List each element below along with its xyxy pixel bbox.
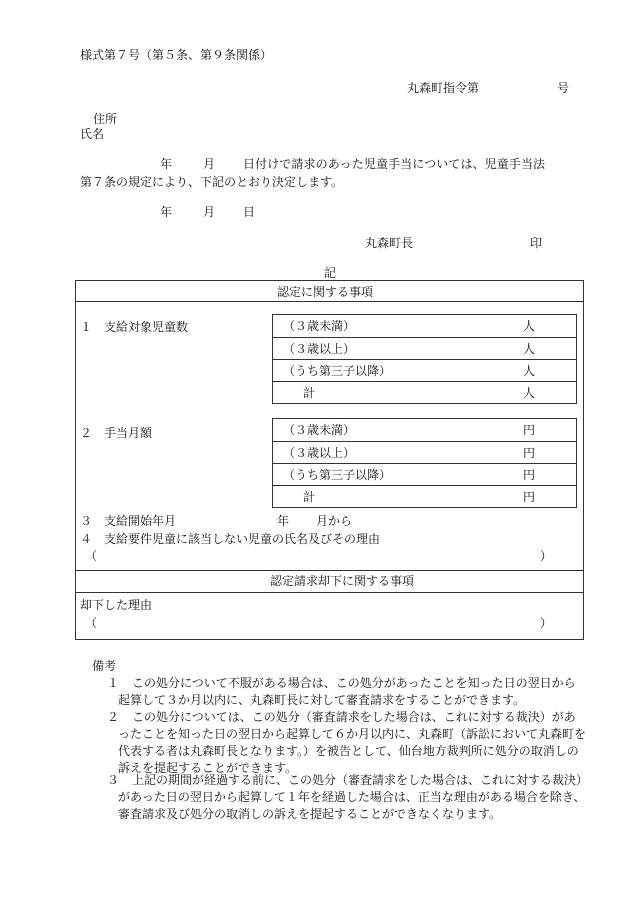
amount-row — [273, 485, 576, 507]
amount-row — [273, 441, 576, 463]
row-unit: 円 — [523, 490, 536, 504]
row-label: （３歳未満） — [283, 423, 356, 437]
item1-label: １ 支給対象児童数 — [80, 320, 189, 334]
decision-year: 年 — [160, 205, 173, 219]
item2-label: ２ 手当月額 — [80, 426, 153, 440]
intro-month: 月 — [203, 157, 216, 171]
decision-day: 日 — [243, 205, 256, 219]
row-unit: 人 — [523, 364, 536, 378]
section2-divider — [75, 592, 584, 593]
section1-header: 認定に関する事項 — [277, 285, 374, 299]
children-row — [273, 359, 576, 381]
note-number: ２ — [107, 710, 120, 724]
amount-row — [273, 419, 576, 441]
form-title: 様式第７号（第５条、第９条関係） — [80, 48, 273, 62]
row-label: （３歳以上） — [283, 446, 356, 460]
row-unit: 円 — [523, 446, 536, 460]
intro-line2: 第７条の規定により、下記のとおり決定します。 — [80, 175, 344, 189]
address-label: 住所 — [93, 112, 118, 126]
rejection-open-paren: （ — [85, 616, 98, 630]
row-unit: 人 — [523, 342, 536, 356]
row-label: （３歳未満） — [283, 319, 356, 333]
doc-number-suffix: 号 — [557, 81, 570, 95]
item4-open-paren: （ — [85, 549, 98, 563]
monthly-amount-box — [272, 418, 577, 508]
issuer-title: 丸森町長 — [365, 236, 414, 250]
section1-divider — [75, 301, 584, 302]
notes-title: 備考 — [92, 659, 117, 673]
children-count-box — [272, 314, 577, 404]
row-label: （うち第三子以降） — [283, 364, 392, 378]
row-unit: 人 — [523, 386, 536, 400]
row-label: 計 — [303, 386, 316, 400]
children-row — [273, 315, 576, 337]
note-text: 上記の期間が経過する前に、この処分（審査請求をした場合は、これに対する裁決）があった日の翌日から起算して１年を経過した場合は、正当な理由がある場合を除き、審査請求及び処分の取消しの訴えを提起することができなくなります。 — [118, 773, 586, 821]
item3-year: 年 — [277, 514, 290, 528]
children-row — [273, 337, 576, 359]
doc-number-prefix: 丸森町指令第 — [407, 81, 480, 95]
amount-row — [273, 463, 576, 485]
note-number: ３ — [107, 773, 120, 787]
section2-header: 認定請求却下に関する事項 — [270, 574, 415, 588]
item3-month-from: 月から — [316, 514, 353, 528]
children-row — [273, 381, 576, 403]
rejection-reason-label: 却下した理由 — [80, 598, 153, 612]
note-number: １ — [107, 676, 120, 690]
item4-label: ４ 支給要件児童に該当しない児童の氏名及びその理由 — [80, 532, 381, 546]
item3-label: ３ 支給開始年月 — [80, 514, 177, 528]
decision-month: 月 — [203, 205, 216, 219]
row-unit: 円 — [523, 423, 536, 437]
row-unit: 円 — [523, 468, 536, 482]
seal-mark: 印 — [530, 236, 543, 250]
ki-heading: 記 — [324, 266, 337, 280]
intro-year: 年 — [160, 157, 173, 171]
section2-top-divider — [75, 570, 584, 571]
rejection-close-paren: ） — [540, 616, 553, 630]
row-label: 計 — [303, 490, 316, 504]
row-label: （うち第三子以降） — [283, 468, 392, 482]
item4-close-paren: ） — [540, 549, 553, 563]
note-text: この処分について不服がある場合は、この処分があったことを知った日の翌日から起算して３か月以内に、丸森町長に対して審査請求をすることができます。 — [118, 676, 576, 707]
name-label: 氏名 — [80, 127, 105, 141]
row-unit: 人 — [523, 319, 536, 333]
note-text: この処分については、この処分（審査請求をした場合は、これに対する裁決）があったことを知った日の翌日から起算して６か月以内に、丸森町（訴訟において丸森町を代表する者は丸森町長となります。）を被告として、仙台地方裁判所に処分の取消しの訴えを提起することができます。 — [118, 710, 587, 775]
intro-line1: 日付けで請求のあった児童手当については、児童手当法 — [243, 157, 546, 171]
row-label: （３歳以上） — [283, 342, 356, 356]
